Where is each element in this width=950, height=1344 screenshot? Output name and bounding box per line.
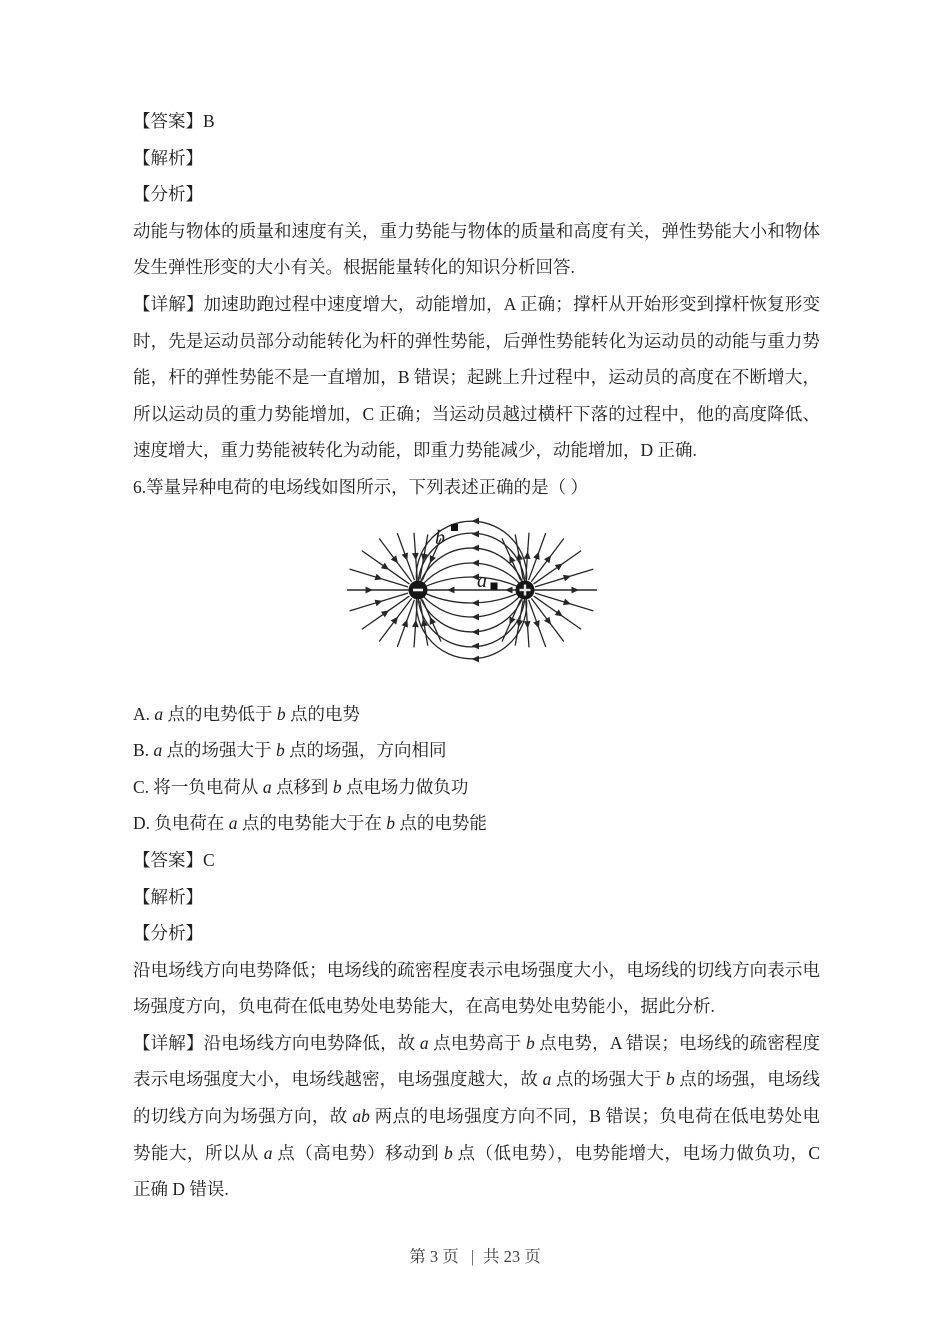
q6-option-c: C. 将一负电荷从 a 点移到 b 点电场力做负功	[133, 776, 469, 797]
footer-total-pages: 共 23 页	[483, 1247, 541, 1266]
q6-figure-container	[133, 513, 820, 696]
q6-jiexi-label: 【解析】	[133, 886, 203, 907]
q5-xiangjie-text: 【详解】加速助跑过程中速度增大，动能增加，A 正确；撑杆从开始形变到撑杆恢复形变时，先是运动员部分动能转化为杆的弹性势能，后弹性势能转化为运动员的动能与重力势能，杆的弹性势能不是一直增加，B 错误；起跳上升过程中，运动员的高度在不断增大，所以运动员的重力势能增加，C 正确；当运动员越过横杆下落的过程中，他的高度降低、速度增大，重力势能被转化为动能，即重力势能减少，动能增加，D 正确.	[133, 293, 820, 461]
q6-option-b: B. a 点的场强大于 b 点的场强，方向相同	[133, 740, 447, 761]
q6-fenxi-label: 【分析】	[133, 923, 203, 944]
point-b-marker	[451, 524, 458, 531]
q5-fenxi-label: 【分析】	[133, 184, 203, 205]
point-a-marker	[491, 582, 498, 589]
q6-option-d: D. 负电荷在 a 点的电势能大于在 b 点的电势能	[133, 813, 487, 834]
electric-field-lines-figure	[347, 513, 597, 663]
q6-option-a: A. a 点的电势低于 b 点的电势	[133, 703, 361, 724]
q5-jiexi-label: 【解析】	[133, 147, 203, 168]
point-a-label: a	[477, 569, 487, 592]
q5-answer-line: 【答案】B	[133, 111, 215, 131]
footer-page-number: 第 3 页	[409, 1247, 459, 1266]
point-b-label: b	[435, 526, 445, 549]
q6-xiangjie-text: 【详解】沿电场线方向电势降低，故 a 点电势高于 b 点电势，A 错误；电场线的疏密程度表示电场强度大小，电场线越密，电场强度越大，故 a 点的场强大于 b 点的场强，电场线的切线方向为场强方向，故 ab 两点的电场强度方向不同，B 错误；负电荷在低电势处电势能大，所以从 a 点（高电势）移动到 b 点（低电势），电势能增大，电场力做负功，C 正确 D 错误.	[133, 1032, 821, 1200]
q5-fenxi-text: 动能与物体的质量和速度有关，重力势能与物体的质量和高度有关，弹性势能大小和物体发生弹性形变的大小有关。根据能量转化的知识分析回答.	[133, 220, 820, 278]
q6-fenxi-text: 沿电场线方向电势降低；电场线的疏密程度表示电场强度大小，电场线的切线方向表示电场强度方向，负电荷在低电势处电势能大，在高电势处电势能小，据此分析.	[133, 959, 820, 1017]
document-body	[133, 103, 820, 1208]
q6-stem: 6.等量异种电荷的电场线如图所示，下列表述正确的是（ ）	[133, 476, 588, 497]
page-footer	[0, 1243, 950, 1267]
q6-answer-line: 【答案】C	[133, 849, 215, 870]
footer-separator: |	[470, 1247, 475, 1266]
